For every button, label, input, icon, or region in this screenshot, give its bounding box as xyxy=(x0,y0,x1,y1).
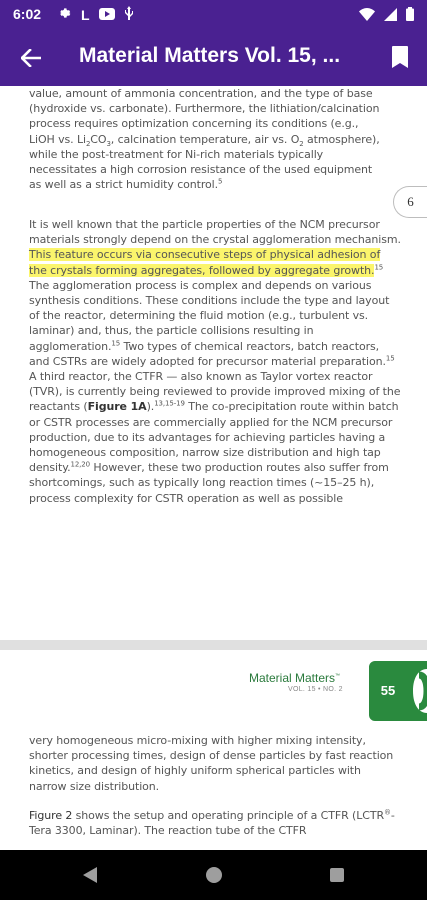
registered-mark: ® xyxy=(384,808,391,817)
back-triangle-icon xyxy=(82,866,98,884)
text-line: necessitates a high corrosion resistance of the used equipment xyxy=(29,163,373,177)
text-line: LiOH vs. Li xyxy=(29,132,86,146)
app-bar xyxy=(0,29,427,86)
volume-label: VOL. 15 • NO. 2 xyxy=(288,686,343,693)
reference: 12,20 xyxy=(70,460,91,469)
subscript: 2 xyxy=(85,139,91,148)
document-viewer[interactable] xyxy=(0,86,427,850)
reference: 5 xyxy=(218,177,223,186)
text-span: very homogeneous micro-mixing with higher mixing intensity, shorter processing times, design of dense particles by fast reaction kinetics, and design of highly uniform spherical particles with narrow size distribution. xyxy=(29,734,394,793)
nav-home-button[interactable] xyxy=(203,864,225,886)
recents-square-icon xyxy=(329,867,345,883)
highlighted-text[interactable]: This feature occurs via consecutive steps of physical adhesion of the crystals forming aggregates, followed by aggregate growth. xyxy=(29,248,381,277)
reference: 13,15-19 xyxy=(154,399,185,408)
back-button[interactable] xyxy=(14,41,48,75)
reference: 15 xyxy=(111,338,121,347)
figure-link[interactable]: Figure 1A xyxy=(87,400,147,414)
text-span: Two types of chemical reactors, batch reactors, and CSTRs are widely adopted for precursor material preparation. xyxy=(29,339,386,368)
text-line: atmosphere), xyxy=(303,132,380,146)
text-span: The co-precipitation route within batch or CSTR processes are commercially applied for the NCM precursor production, due to its advantages for achieving particles having a homogeneous composition, narrow size distribution and high tap density. xyxy=(29,400,399,475)
back-arrow-icon xyxy=(21,49,41,67)
text-line: process requires optimization concerning its conditions (e.g., xyxy=(29,117,359,131)
gear-icon xyxy=(58,5,72,24)
subscript: 3 xyxy=(106,139,111,148)
trademark: ™ xyxy=(335,673,341,679)
home-circle-icon xyxy=(205,866,223,884)
text-span: The agglomeration process is complex and depends on various synthesis conditions. These conditions include the type and layout of the reactor, determining the fluid motion (e.g., turbulent vs. laminar) and, thus, the particle collisions resulting in agglomeration. xyxy=(29,278,390,353)
battery-icon xyxy=(406,6,414,25)
text-span: shows the setup and operating principle of a CTFR (LCTR xyxy=(72,809,385,822)
material-matters-logo xyxy=(249,671,340,685)
logo-text: Material Matters xyxy=(249,671,336,685)
text-line: as well as a strict humidity control. xyxy=(29,178,219,192)
paragraph-1 xyxy=(29,86,401,192)
text-line: (hydroxide vs. carbonate). Furthermore, the lithiation/calcination xyxy=(29,102,380,116)
text-span: A third reactor, the CTFR — also known as Taylor vortex reactor (TVR), is currently being reviewed to provide improved mixing of the reactants ( xyxy=(29,370,401,414)
bookmark-button[interactable] xyxy=(389,44,411,70)
text-line: , calcination temperature, air vs. O xyxy=(110,132,300,146)
subscript: 2 xyxy=(299,139,304,148)
text-span: However, these two production routes also suffer from shortcomings, such as typically long reaction times (~15–25 h), process complexity for CSTR operation as well as possible xyxy=(29,461,389,505)
next-page-paragraph-2 xyxy=(29,808,401,838)
status-bar xyxy=(0,0,427,29)
text-span: -Tera 3300, Laminar). The reaction tube of the CTFR xyxy=(29,809,395,838)
youtube-icon xyxy=(99,5,115,24)
text-line: CO xyxy=(90,132,107,146)
text-line: value, amount of ammonia concentration, and the type of base xyxy=(29,87,373,100)
paragraph-2 xyxy=(29,217,401,506)
status-time: 6:02 xyxy=(13,6,42,22)
page-number: 55 xyxy=(380,683,396,698)
reference: 15 xyxy=(374,262,384,271)
nav-recents-button[interactable] xyxy=(326,864,348,886)
next-page-paragraph-1 xyxy=(29,733,401,794)
figure-link[interactable]: Figure 2 xyxy=(29,809,73,822)
l-indicator: L xyxy=(81,6,90,23)
wifi-icon xyxy=(359,6,375,25)
text-span: ). xyxy=(146,400,155,414)
bookmark-icon xyxy=(392,46,408,68)
nav-back-button[interactable] xyxy=(79,864,101,886)
text-line: while the post-treatment for Ni-rich materials typically xyxy=(29,147,324,161)
page-divider xyxy=(0,640,427,650)
reference: 15 xyxy=(385,354,395,363)
page-title: Material Matters Vol. 15, ... xyxy=(79,44,341,67)
text-span: It is well known that the particle properties of the NCM precursor materials strongly depend on the crystal agglomeration mechanism. xyxy=(29,218,401,247)
usb-icon xyxy=(124,5,134,24)
signal-icon xyxy=(384,6,397,25)
page-indicator[interactable]: 6 xyxy=(393,186,427,218)
navigation-bar xyxy=(0,850,427,900)
